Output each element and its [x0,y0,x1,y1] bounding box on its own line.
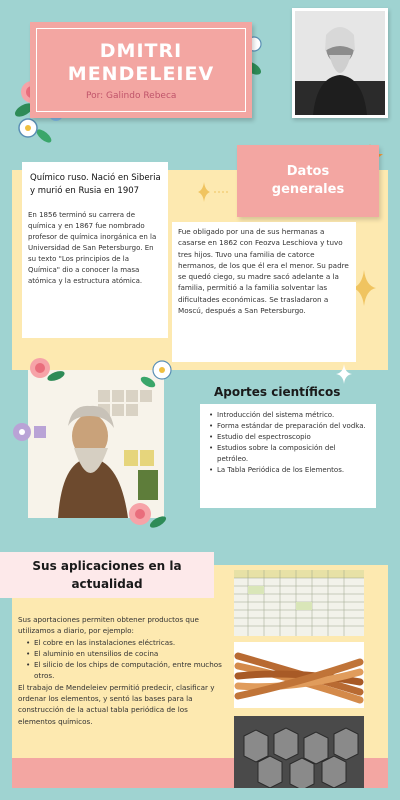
aplicaciones-intro: Sus aportaciones permiten obtener productos que utilizamos a diario, por ejemplo: [18,615,199,636]
flower-icon [19,119,37,137]
aplicaciones-list [18,637,224,682]
list-item: • Estudios sobre la composición del petróleo. [208,443,368,465]
list-item: • El silicio de los chips de computación, entre muchos otros. [26,659,224,682]
bio-family-text: Fue obligado por una de sus hermanas a casarse en 1862 con Feozva Leschiova y tuvo tres hijos. Tuvo una familia de catorce hermanos, de los que él era el menor. Su padre se quedó ciego, su madre sacó adelante a la familia, permitió a la familia solventar las dificultades económicas. Se trasladaron a Moscú, después a San Petersburgo. [178,227,349,316]
list-item: • Estudio del espectroscopio [208,432,368,443]
silicon-structure-image [234,716,364,788]
title-line-last-name: MENDELEIEV [67,63,215,85]
list-item: • El cobre en las instalaciones eléctricas. [26,637,224,648]
periodic-table-image [234,570,364,636]
list-item: • Forma estándar de preparación del vodka. [208,421,368,432]
mendeleev-portrait-photo [292,8,388,118]
list-item: • La Tabla Periódica de los Elementos. [208,465,368,476]
aplicaciones-heading-box [0,552,214,598]
list-item: • Introducción del sistema métrico. [208,410,368,421]
datos-generales-heading-box [237,145,379,217]
copper-wire-image [234,642,364,708]
aplicaciones-closing: El trabajo de Mendeleiev permitió predecir, clasificar y ordenar los elementos, y sentó las bases para la construcción de la actual tabla periódica de los elementos químicos. [18,682,215,726]
datos-heading-line2: generales [271,182,345,197]
sparkle-icon [336,364,352,384]
title-card [30,22,252,118]
aportes-list [208,410,368,476]
author-byline: Por: Galindo Rebeca [86,91,177,101]
title-line-first-name: DMITRI [99,40,183,62]
bio-study-text: En 1856 terminó su carrera de química y en 1867 fue nombrado profesor de química inorgánica en la Universidad de San Petersburgo. En su texto "Los principios de la Química" dio a conocer la masa atómica y la estructura atómica. [28,211,157,285]
sparkle-icon [198,182,228,202]
flower-icon [129,503,151,525]
aportes-heading: Aportes científicos [214,385,341,399]
flower-icon [30,358,50,378]
flower-cluster-image-top [20,348,180,394]
aportes-list-card [200,404,376,508]
bio-intro-text: Químico ruso. Nació en Siberia y murió en Rusia en 1907 [30,173,161,196]
aplicaciones-heading-line2: actualidad [71,577,143,591]
datos-generales-heading [237,145,379,199]
bio-card [22,162,168,338]
page-title [30,40,252,86]
flower-icon [10,420,34,444]
list-item: • El aluminio en utensilios de cocina [26,648,224,659]
flower-cluster-image-bottom [118,494,178,534]
aplicaciones-heading-line1: Sus aplicaciones en la [32,559,182,573]
aplicaciones-heading [0,552,214,593]
aplicaciones-text [18,614,224,727]
datos-heading-line1: Datos [286,164,330,179]
flower-icon [153,361,171,379]
bio-family-card [172,222,356,362]
